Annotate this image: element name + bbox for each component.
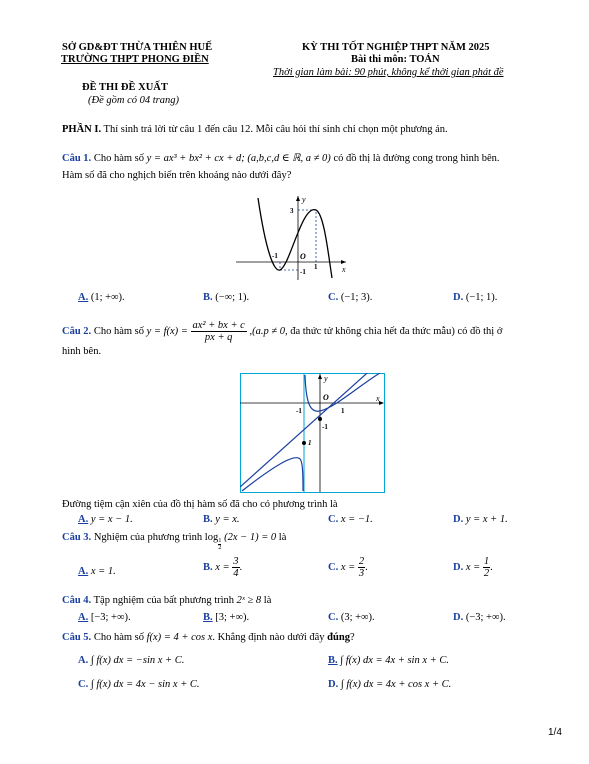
- q4-option-c[interactable]: [328, 612, 375, 623]
- q3-option-b-prefix: x =: [215, 562, 230, 573]
- tick-x-neg1: -1: [296, 407, 302, 415]
- question-1-text-end: có đồ thị là đường cong trong hình bên.: [333, 153, 500, 164]
- q4-option-c-letter: C.: [328, 612, 339, 623]
- q2-option-a-text: y = x − 1.: [90, 514, 133, 525]
- fraction-numerator: 2: [358, 556, 365, 567]
- question-5-text: Cho hàm số: [93, 632, 144, 643]
- tick-x-neg1: -1: [272, 252, 278, 260]
- part-one-text: Thí sinh trả lời từ câu 1 đến câu 12. Mỗi câu hỏi thí sinh chỉ chọn một phương án.: [103, 124, 448, 135]
- question-2-prompt: Đường tiệm cận xiên của đồ thị hàm số đã cho có phương trình là: [62, 499, 338, 510]
- question-4-inequality: 2ˣ ≥ 8: [236, 595, 262, 606]
- q1-option-d-text: (−1; 1).: [465, 292, 498, 303]
- q2-option-a-letter: A.: [78, 514, 89, 525]
- tick-x-1: 1: [341, 407, 345, 415]
- q1-option-a-text: (1; +∞).: [90, 292, 125, 303]
- y-axis-label: y: [324, 374, 328, 383]
- question-1-text: Cho hàm số: [93, 153, 144, 164]
- question-1-label: Câu 1.: [62, 153, 92, 164]
- question-2-rational-graph: [240, 373, 385, 493]
- q5-option-b-letter: B.: [328, 655, 338, 666]
- q5-option-d[interactable]: [328, 679, 451, 690]
- question-4: [62, 595, 271, 606]
- part-one-label: PHẦN I.: [62, 124, 102, 135]
- fraction-numerator: 1: [483, 556, 490, 567]
- q2-option-b-text: y = x.: [215, 514, 240, 525]
- right-branch: [305, 373, 380, 411]
- question-4-text-end: là: [263, 595, 272, 606]
- q4-option-b[interactable]: [203, 612, 249, 623]
- log-base: [218, 538, 221, 551]
- q1-option-d-letter: D.: [453, 292, 464, 303]
- part-one-instruction: [62, 124, 448, 135]
- question-2-line2: hình bên.: [62, 346, 102, 357]
- q4-option-d[interactable]: [453, 612, 506, 623]
- asymptote-point: [302, 441, 306, 445]
- x-axis-label: x: [342, 265, 346, 274]
- q1-option-c-text: (−1; 3).: [340, 292, 373, 303]
- y-axis-label: y: [302, 195, 306, 204]
- q2-option-c-text: x = −1.: [340, 514, 373, 525]
- q5-option-c[interactable]: [78, 679, 200, 690]
- q4-option-a[interactable]: [78, 612, 131, 623]
- q3-option-c-letter: C.: [328, 562, 339, 573]
- question-3-label: Câu 3.: [62, 532, 92, 543]
- department-name: SỞ GD&ĐT THỪA THIÊN HUẾ: [62, 42, 213, 53]
- q1-option-a[interactable]: [78, 292, 125, 303]
- fraction-numerator: ax² + bx + c: [192, 320, 245, 331]
- q1-option-c-letter: C.: [328, 292, 339, 303]
- tick-x-1: 1: [314, 263, 318, 271]
- log-base-numerator: 1: [218, 537, 222, 544]
- tick-3: 3: [290, 207, 294, 215]
- graph-frame: [241, 374, 385, 493]
- q1-option-b-text: (−∞; 1).: [215, 292, 250, 303]
- question-4-text: Tập nghiệm của bất phương trình: [93, 595, 235, 606]
- question-5: [62, 632, 355, 643]
- q2-option-c-letter: C.: [328, 514, 339, 525]
- q4-option-a-text: [−3; +∞).: [90, 612, 131, 623]
- q5-option-c-text: ∫ f(x) dx = 4x − sin x + C.: [90, 679, 200, 690]
- q3-option-d-letter: D.: [453, 562, 464, 573]
- tick-y-neg1: -1: [322, 423, 328, 431]
- q2-option-b[interactable]: [203, 514, 240, 525]
- log-base-denominator: 2: [218, 544, 222, 551]
- fraction-denominator: 3: [358, 568, 365, 579]
- question-2-label: Câu 2.: [62, 325, 92, 337]
- q5-option-b[interactable]: [328, 655, 449, 666]
- q1-option-d[interactable]: [453, 292, 497, 303]
- origin-label: O: [323, 393, 329, 402]
- question-1-prompt: Hàm số đã cho nghịch biến trên khoảng nào dưới đây?: [62, 170, 292, 181]
- fraction-denominator: px + q: [204, 332, 233, 343]
- origin-label: O: [300, 252, 306, 261]
- q5-option-a-letter: A.: [78, 655, 89, 666]
- left-branch: [242, 458, 303, 491]
- q3-option-d-fraction: [483, 556, 490, 579]
- y-axis-arrow: [296, 196, 300, 201]
- oblique-asymptote: [240, 373, 385, 487]
- question-2-condition: ,(a.p ≠ 0,: [249, 325, 288, 337]
- q1-option-b-letter: B.: [203, 292, 213, 303]
- q4-option-b-text: [3; +∞).: [215, 612, 250, 623]
- q2-option-d[interactable]: [453, 514, 508, 525]
- question-3-text-end: là: [278, 532, 287, 543]
- q1-option-c[interactable]: [328, 292, 372, 303]
- q4-option-d-letter: D.: [453, 612, 464, 623]
- q2-option-c[interactable]: [328, 514, 373, 525]
- q3-option-c[interactable]: C. x = $\frac{2}{3}$ .: [328, 556, 368, 579]
- school-name: TRƯỜNG THPT PHONG ĐIỀN: [61, 54, 209, 65]
- question-2: [62, 320, 502, 343]
- q3-option-d-prefix: x =: [465, 562, 481, 573]
- question-5-text-mid: . Khẳng định nào dưới đây: [212, 632, 325, 643]
- q1-option-a-letter: A.: [78, 292, 89, 303]
- q3-option-b-letter: B.: [203, 562, 213, 573]
- question-2-fraction: [191, 320, 247, 343]
- question-1-formula: y = ax³ + bx² + cx + d; (a,b,c,d ∈ ℝ, a ≠ 0): [146, 153, 331, 164]
- question-5-label: Câu 5.: [62, 632, 92, 643]
- q3-option-d[interactable]: D. x = $\frac{1}{2}$ .: [453, 556, 493, 579]
- tick-y-1: 1: [308, 439, 312, 447]
- question-5-qmark: ?: [349, 632, 355, 643]
- q2-option-d-text: y = x + 1.: [465, 514, 508, 525]
- q5-option-a[interactable]: [78, 655, 184, 666]
- exam-title: KỲ THI TỐT NGHIỆP THPT NĂM 2025: [302, 42, 490, 53]
- q5-option-b-text: ∫ f(x) dx = 4x + sin x + C.: [340, 655, 449, 666]
- q4-option-b-letter: B.: [203, 612, 213, 623]
- question-5-emphasis: đúng: [327, 632, 350, 643]
- question-1: [62, 152, 500, 164]
- q2-option-b-letter: B.: [203, 514, 213, 525]
- log-argument: (2x − 1) = 0: [224, 532, 277, 543]
- log-symbol: log: [204, 532, 219, 543]
- exam-subject: Bài thi môn: TOÁN: [351, 54, 440, 65]
- question-5-function: f(x) = 4 + cos x: [146, 632, 213, 643]
- page-number: 1/4: [548, 727, 562, 738]
- q3-option-c-fraction: [358, 556, 365, 579]
- q3-option-a-letter: A.: [78, 566, 89, 577]
- x-axis-arrow: [379, 401, 384, 405]
- q4-option-d-text: (−3; +∞).: [465, 612, 506, 623]
- q5-option-c-letter: C.: [78, 679, 89, 690]
- fraction-numerator: 3: [233, 556, 239, 567]
- fraction-denominator: 4: [233, 568, 239, 579]
- q5-option-d-letter: D.: [328, 679, 339, 690]
- q5-option-a-text: ∫ f(x) dx = −sin x + C.: [90, 655, 185, 666]
- q3-option-b[interactable]: B. x = $\frac{3}{4}$ .: [203, 556, 243, 579]
- q2-option-a[interactable]: [78, 514, 133, 525]
- fraction-denominator: 2: [483, 568, 490, 579]
- question-2-text-end: đa thức tử không chia hết đa thức mẫu) có đồ thị ở: [290, 325, 503, 337]
- exam-proposal-label: ĐỀ THI ĐỀ XUẤT: [82, 82, 168, 93]
- q3-option-a-text: x = 1.: [90, 566, 116, 577]
- q1-option-b[interactable]: [203, 292, 249, 303]
- tick-y-neg1: -1: [300, 268, 306, 276]
- question-3-text: Nghiệm của phương trình: [93, 532, 203, 543]
- y-axis-arrow: [318, 374, 322, 379]
- question-3: [62, 532, 286, 551]
- question-1-cubic-graph: [232, 192, 352, 282]
- q4-option-c-text: (3; +∞).: [340, 612, 375, 623]
- q3-option-a[interactable]: [78, 566, 116, 577]
- intercept-point: [318, 417, 322, 421]
- page-count-note: (Đề gồm có 04 trang): [88, 95, 179, 106]
- x-axis-arrow: [341, 260, 346, 264]
- x-axis-label: x: [376, 394, 380, 403]
- q5-option-d-text: ∫ f(x) dx = 4x + cos x + C.: [340, 679, 452, 690]
- q3-option-b-fraction: [232, 556, 239, 579]
- q4-option-a-letter: A.: [78, 612, 89, 623]
- q3-option-c-prefix: x =: [340, 562, 356, 573]
- cubic-curve: [258, 198, 332, 278]
- exam-duration: Thời gian làm bài: 90 phút, không kể thời gian phát đề: [273, 67, 504, 78]
- question-4-label: Câu 4.: [62, 595, 92, 606]
- question-2-text: Cho hàm số: [93, 325, 144, 337]
- question-2-lhs: y = f(x) =: [146, 325, 188, 337]
- q2-option-d-letter: D.: [453, 514, 464, 525]
